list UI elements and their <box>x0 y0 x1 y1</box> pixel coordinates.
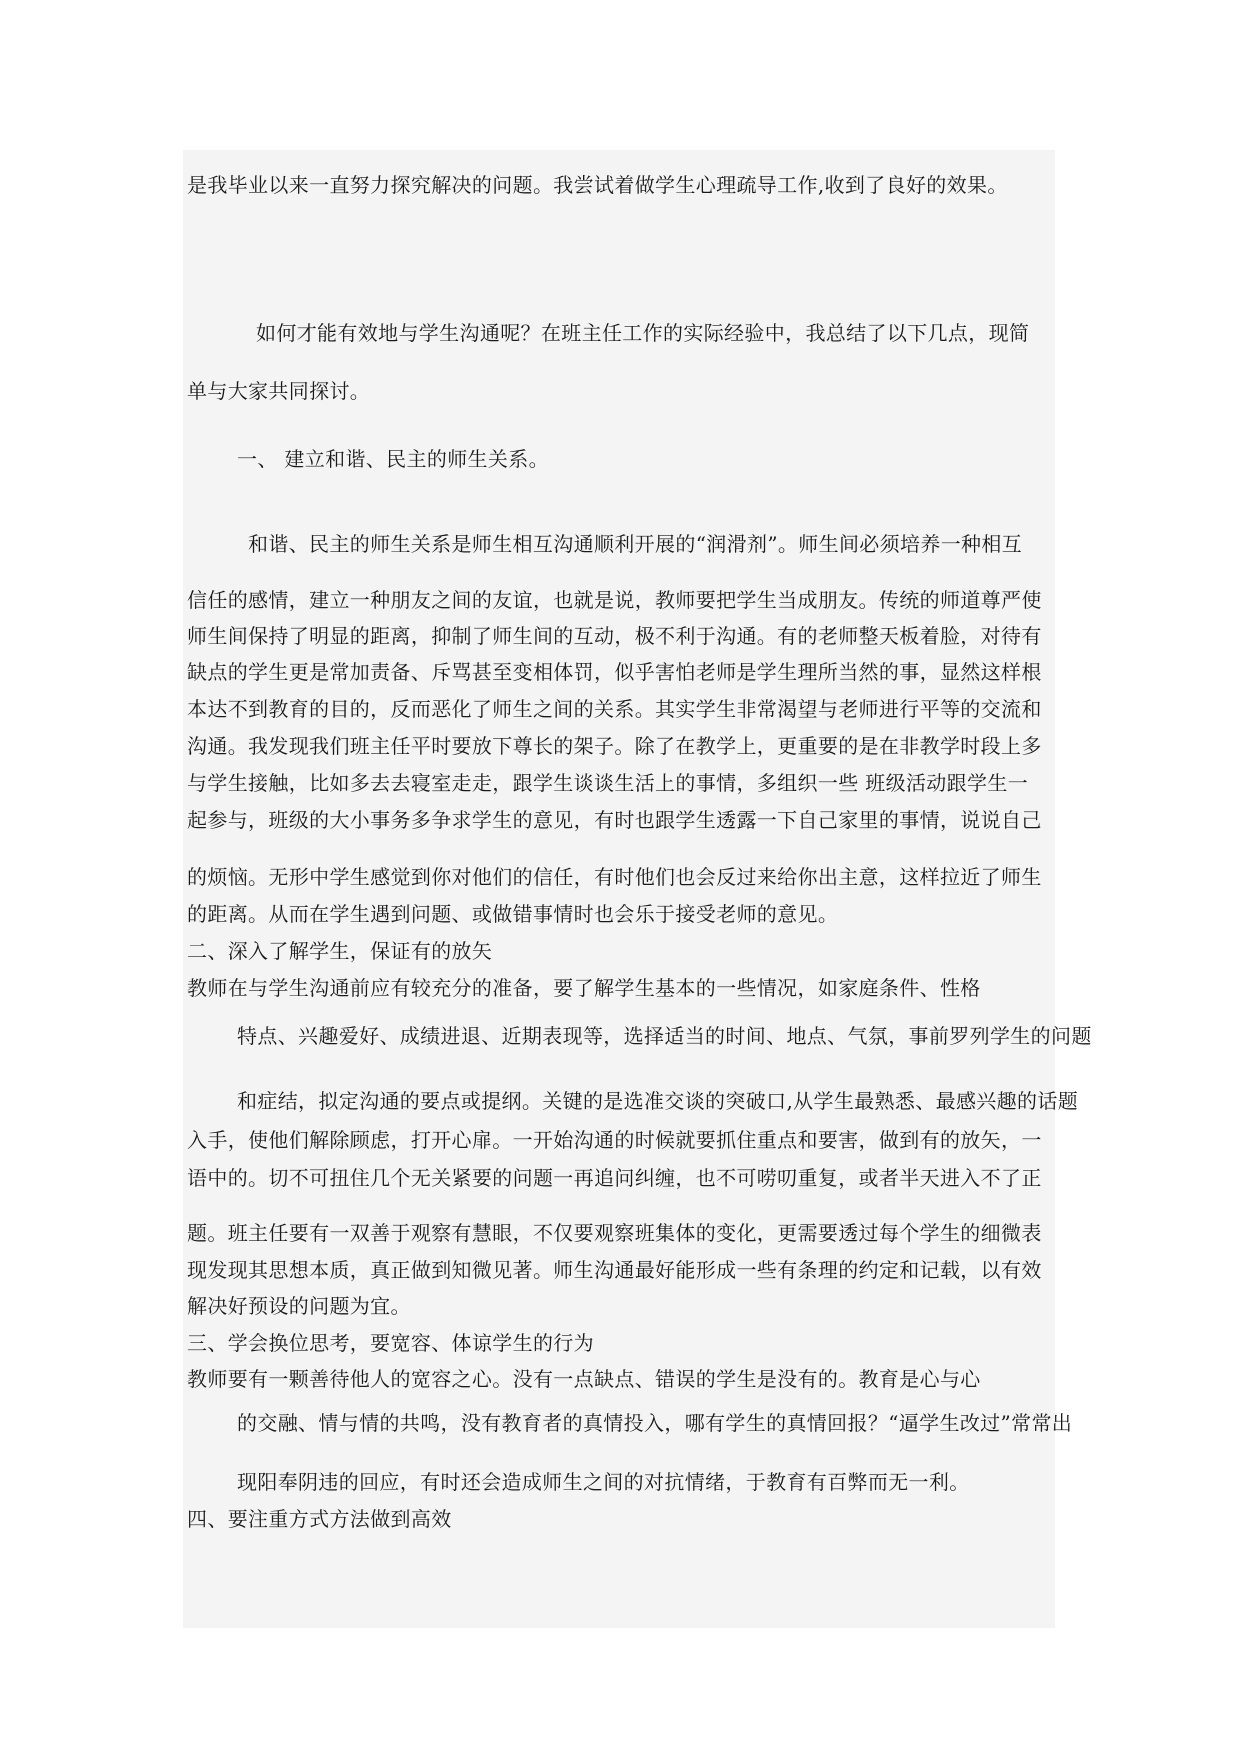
text-line: 缺点的学生更是常加责备、斥骂甚至变相体罚，似乎害怕老师是学生理所当然的事，显然这样根 <box>187 660 1042 684</box>
text-line: 三、学会换位思考，要宽容、体谅学生的行为 <box>187 1331 594 1355</box>
text-line: 教师在与学生沟通前应有较充分的准备，要了解学生基本的一些情况，如家庭条件、性格 <box>187 976 981 1000</box>
text-line: 的烦恼。无形中学生感觉到你对他们的信任，有时他们也会反过来给你出主意，这样拉近了师生 <box>187 865 1042 889</box>
text-line: 起参与，班级的大小事务多争求学生的意见，有时也跟学生透露一下自己家里的事情，说说自己 <box>187 808 1042 832</box>
text-line: 的距离。从而在学生遇到问题、或做错事情时也会乐于接受老师的意见。 <box>187 902 839 926</box>
text-line: 解决好预设的问题为宜。 <box>187 1294 411 1318</box>
text-block <box>183 150 1092 1628</box>
text-line: 现发现其思想本质，真正做到知微见著。师生沟通最好能形成一些有条理的约定和记载，以有效 <box>187 1258 1042 1282</box>
text-line: 单与大家共同探讨。 <box>187 379 371 403</box>
text-line: 信任的感情，建立一种朋友之间的友谊，也就是说，教师要把学生当成朋友。传统的师道尊严使 <box>187 588 1042 612</box>
text-line: 题。班主任要有一双善于观察有慧眼，不仅要观察班集体的变化，更需要透过每个学生的细微表 <box>187 1221 1042 1245</box>
text-line: 和症结，拟定沟通的要点或提纲。关键的是选准交谈的突破口,从学生最熟悉、最感兴趣的话题 <box>237 1089 1079 1113</box>
text-line: 是我毕业以来一直努力探究解决的问题。我尝试着做学生心理疏导工作,收到了良好的效果。 <box>187 173 1008 197</box>
text-line: 如何才能有效地与学生沟通呢？在班主任工作的实际经验中，我总结了以下几点，现简 <box>256 321 1030 345</box>
text-line: 教师要有一颗善待他人的宽容之心。没有一点缺点、错误的学生是没有的。教育是心与心 <box>187 1367 981 1391</box>
text-line: 入手，使他们解除顾虑，打开心扉。一开始沟通的时候就要抓住重点和要害，做到有的放矢，一 <box>187 1128 1042 1152</box>
text-line: 现阳奉阴违的回应，有时还会造成师生之间的对抗情绪，于教育有百弊而无一利。 <box>237 1470 970 1494</box>
section-heading: 的交融、情与情的共鸣，没有教育者的真情投入，哪有学生的真情回报？“逼学生改过”常常出 <box>237 1411 1073 1435</box>
text-line: 和谐、民主的师生关系是师生相互沟通顺利开展的“润滑剂”。师生间必须培养一种相互 <box>248 532 1023 556</box>
text-line: 与学生接触，比如多去去寝室走走，跟学生谈谈生活上的事情，多组织一些 班级活动跟学生一 <box>187 771 1029 795</box>
section-heading: 一、 建立和谐、民主的师生关系。 <box>237 447 549 471</box>
text-line: 四、要注重方式方法做到高效 <box>187 1507 452 1531</box>
text-line: 师生间保持了明显的距离，抑制了师生间的互动，极不利于沟通。有的老师整天板着脸，对待有 <box>187 624 1042 648</box>
section-heading: 特点、兴趣爱好、成绩进退、近期表现等，选择适当的时间、地点、气氛，事前罗列学生的问题 <box>237 1024 1092 1048</box>
text-line: 二、深入了解学生，保证有的放矢 <box>187 939 493 963</box>
text-line: 本达不到教育的目的，反而恶化了师生之间的关系。其实学生非常渴望与老师进行平等的交流和 <box>187 697 1042 721</box>
text-line: 语中的。切不可扭住几个无关紧要的问题一再追问纠缠，也不可唠叨重复，或者半天进入不了正 <box>187 1166 1042 1190</box>
text-line: 沟通。我发现我们班主任平时要放下尊长的架子。除了在教学上，更重要的是在非教学时段上多 <box>187 734 1042 758</box>
